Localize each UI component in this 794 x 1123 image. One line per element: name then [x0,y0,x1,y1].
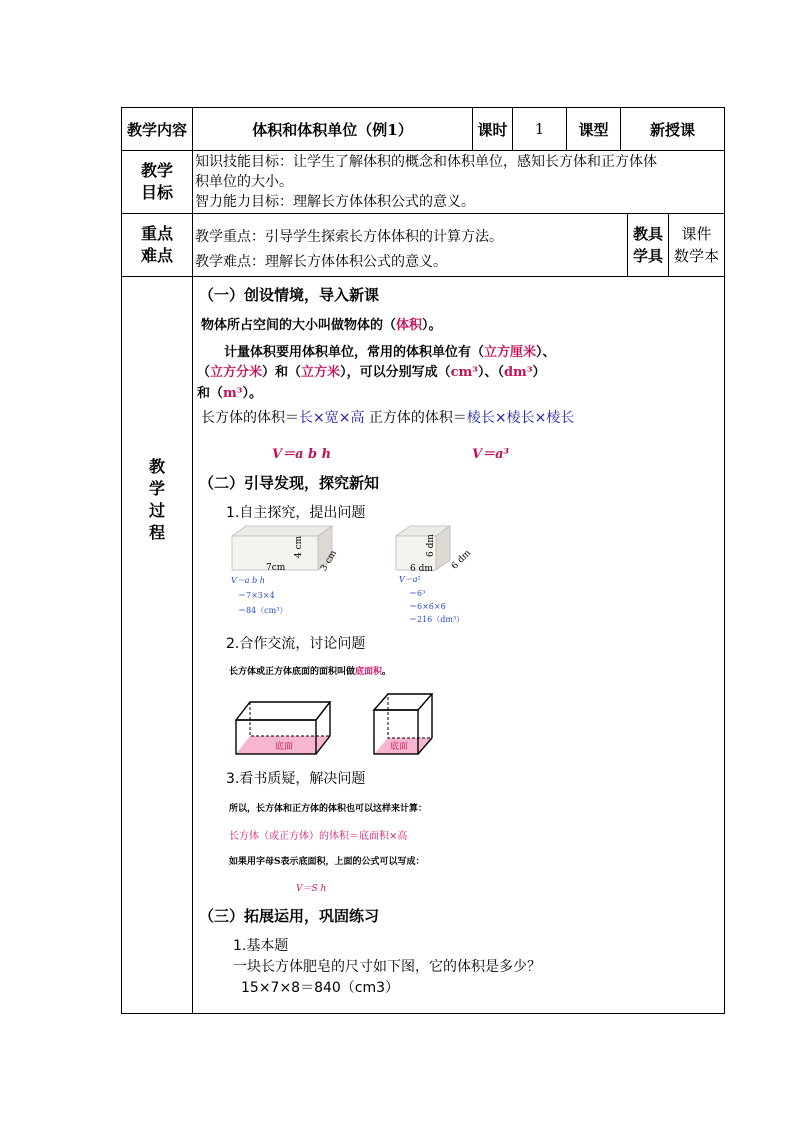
cube-calc-line-2: ＝6³ [409,589,426,598]
units-text-3: （ [197,365,211,380]
goals-line-2: 积单位的大小。 [195,174,293,190]
cuboid-width-label: 3 cm [319,548,339,574]
cube-formula-symbolic: V＝a³ [472,447,510,462]
volume-def-text-a: 物体所占空间的大小叫做物体的（ [201,318,397,333]
sym-m: m³ [223,386,243,401]
col-divider-main [192,107,193,1014]
sym-dm: dm³ [503,365,533,380]
units-line-3 [197,382,262,401]
volume-definition [201,314,442,333]
process-label: 教 学 过 程 [148,457,165,542]
volume-formulas-line [201,407,574,427]
table-border-bottom [121,1013,725,1014]
units-text-2: ）、 [536,345,556,360]
units-text-4: ）和（ [262,365,302,380]
keypoints-label: 重点 难点 [140,224,173,265]
cuboid-volume-prefix: 长方体的体积＝ [201,410,299,426]
sym-cm: cm³ [450,365,478,380]
units-text-6: ）、（ [477,365,504,380]
content-label: 教学内容 [126,120,187,139]
cube-length-label: 6 dm [410,564,433,574]
units-text-7: ） [532,365,546,380]
cuboid-calc-line-2: ＝7×3×4 [238,591,275,600]
base-text-a: 长方体或正方体底面的面积叫做 [229,667,356,677]
cube-width-label: 6 dm [449,548,474,572]
unit-cm: 立方厘米 [484,345,537,360]
letter-formula: V＝S h [296,884,327,894]
cuboid-calc-line-3: ＝84（cm³） [238,606,288,615]
goals-label: 教学 目标 [140,161,173,202]
type-value: 新授课 [649,120,695,139]
base-area-definition [229,664,391,677]
letter-text: 如果用字母S表示底面积，上面的公式可以写成： [229,857,425,867]
cube-calc-line-3: ＝6×6×6 [409,602,446,611]
cube-calc-line-4: ＝216（dm³） [409,615,465,624]
units-text-1: 计量体积要用体积单位，常用的体积单位有（ [224,345,485,360]
volume-def-text-b: ）。 [422,318,442,333]
step2-title: 2.合作交流，讨论问题 [226,636,366,652]
exercise-question: 一块长方体肥皂的尺寸如下图，它的体积是多少？ [233,959,541,975]
cuboid-formula-symbolic: V＝a b h [272,447,332,462]
step3-title: 3.看书质疑，解决问题 [226,771,366,787]
units-text-5: ），可以分别写成（ [340,365,451,380]
step1-title: 1.自主探究，提出问题 [226,505,366,521]
tools-value: 课件 数学本 [673,225,719,265]
section1-title: （一）创设情境，导入新课 [199,286,380,304]
cuboid-base-label: 底面 [275,742,294,752]
section2-title: （二）引导发现，探究新知 [199,474,380,492]
cuboid-length-label: 7cm [266,563,286,573]
section3-title: （三）拓展运用，巩固练习 [199,907,380,925]
exercise-title: 1.基本题 [233,938,289,954]
cube-volume-formula: 棱长×棱长×棱长 [466,410,575,426]
cuboid-volume-formula: 长×宽×高 [299,410,365,426]
difficult-point-line: 教学难点：理解长方体体积公式的意义。 [195,254,447,270]
period-value: 1 [534,120,545,138]
cube-volume-prefix: 正方体的体积＝ [368,410,467,426]
unit-m: 立方米 [301,365,341,380]
base-area-term: 底面积 [355,667,383,677]
so-text: 所以，长方体和正方体的体积也可以这样来计算： [229,804,428,814]
exercise-answer: 15×7×8＝840（cm3） [241,980,400,996]
goals-line-3: 智力能力目标：理解长方体体积公式的意义。 [195,194,475,210]
goals-line-1: 知识技能目标：让学生了解体积的概念和体积单位，感知长方体和正方体体 [195,154,657,170]
row-divider-3 [121,276,725,277]
topic-title: 体积和体积单位（例1） [252,120,413,139]
table-border-right [724,107,725,1014]
units-text-8: 和（ [197,386,224,401]
type-label: 课型 [578,120,609,139]
cube-calc-line-1: V＝a² [399,575,421,584]
cuboid-calc-line-1: V＝a b h [231,576,265,585]
so-formula: 长方体（或正方体）的体积＝底面积×高 [229,831,408,842]
tools-label: 教具 学具 [632,225,663,265]
volume-def-answer: 体积 [396,318,423,333]
period-label: 课时 [477,120,508,139]
cuboid-height-label: 4 cm [294,535,304,558]
key-point-line: 教学重点：引导学生探索长方体体积的计算方法。 [195,229,503,245]
cube-height-label: 6 dm [426,534,436,557]
units-line-1 [224,341,556,360]
units-text-9: ）。 [242,386,262,401]
unit-dm: 立方分米 [210,365,263,380]
units-line-2 [197,361,546,380]
base-text-c: 。 [382,667,392,677]
cube-base-label: 底面 [390,742,409,752]
